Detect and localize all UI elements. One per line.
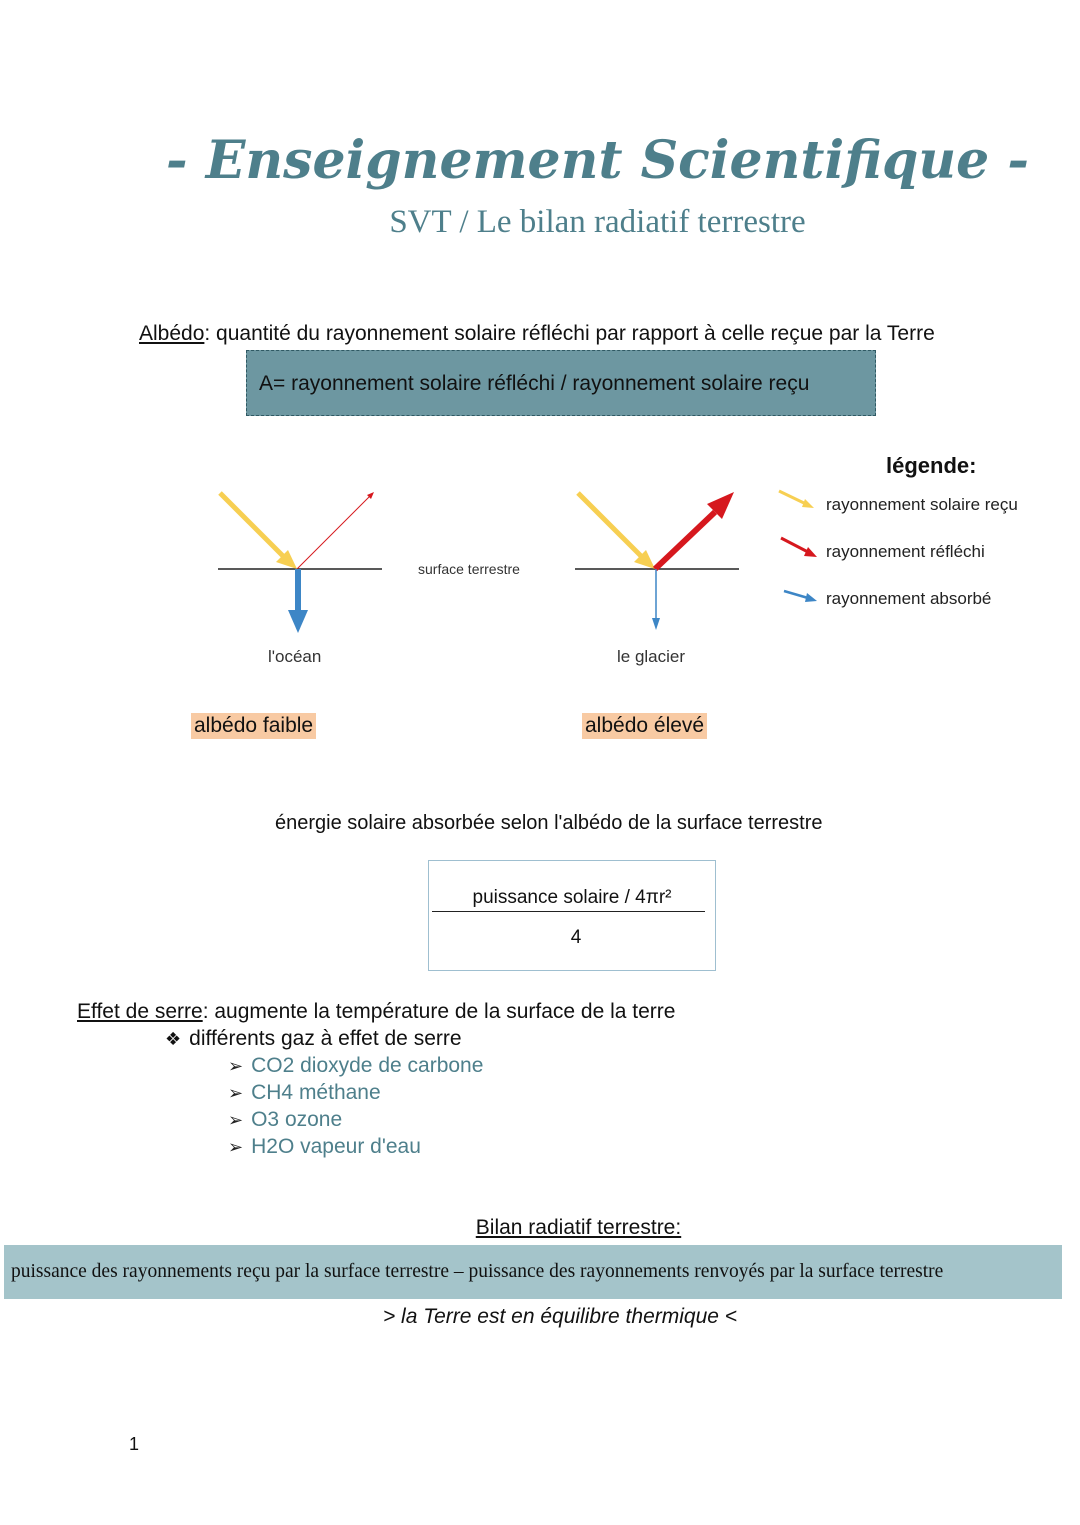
serre-bullet-text: différents gaz à effet de serre — [189, 1027, 462, 1050]
gas-item — [228, 1081, 381, 1105]
arrow-bullet-icon: ➢ — [228, 1110, 244, 1130]
legend-item-reflected: rayonnement réfléchi — [826, 542, 985, 561]
ocean-reflected-ray — [297, 495, 371, 569]
serre-bullet — [165, 1027, 462, 1051]
bilan-title — [0, 1216, 1080, 1240]
ocean-incoming-ray — [220, 493, 285, 558]
glacier-label: le glacier — [617, 647, 686, 666]
fraction-numerator: puissance solaire / 4πr² — [472, 887, 672, 908]
diamond-bullet-icon: ❖ — [165, 1029, 182, 1049]
high-albedo-badge: albédo élevé — [582, 713, 707, 739]
albedo-term: Albédo — [139, 322, 205, 345]
serre-definition-text: : augmente la température de la surface de la terre — [202, 1000, 676, 1023]
energy-fraction-box — [428, 860, 716, 971]
glacier-absorbed-arrowhead — [652, 618, 660, 630]
page-subtitle: SVT / Le bilan radiatif terrestre — [389, 204, 806, 240]
page-title: - Enseignement Scientifique - — [166, 130, 1029, 191]
gas-item — [228, 1054, 483, 1078]
gas-label: CH4 méthane — [251, 1081, 381, 1104]
legend-received-icon — [779, 491, 806, 504]
fraction-bar — [432, 911, 705, 912]
serre-definition — [77, 1000, 675, 1024]
bilan-conclusion: > la Terre est en équilibre thermique < — [382, 1305, 738, 1328]
albedo-definition — [139, 322, 935, 346]
gas-item — [228, 1108, 342, 1132]
glacier-reflected-ray — [655, 512, 715, 569]
arrow-bullet-icon: ➢ — [228, 1083, 244, 1103]
albedo-definition-text: : quantité du rayonnement solaire réfléchi par rapport à celle reçue par la Terre — [204, 322, 935, 345]
gas-label: O3 ozone — [251, 1108, 343, 1131]
gas-label: H2O vapeur d'eau — [251, 1135, 421, 1158]
ocean-label: l'océan — [268, 647, 322, 666]
energy-caption: énergie solaire absorbée selon l'albédo de la surface terrestre — [275, 812, 823, 834]
arrow-bullet-icon: ➢ — [228, 1056, 244, 1076]
gas-label: CO2 dioxyde de carbone — [251, 1054, 484, 1077]
ocean-absorbed-arrowhead — [288, 610, 308, 633]
glacier-incoming-ray — [578, 493, 643, 558]
legend-title: légende: — [886, 453, 977, 478]
legend-icons — [776, 488, 822, 613]
legend-item-absorbed: rayonnement absorbé — [826, 589, 992, 608]
serre-term: Effet de serre — [77, 1000, 203, 1023]
fraction-denominator: 4 — [570, 927, 582, 948]
albedo-formula-box: A= rayonnement solaire réfléchi / rayonnement solaire reçu — [246, 350, 876, 416]
surface-terrestre-label: surface terrestre — [418, 561, 520, 577]
low-albedo-badge: albédo faible — [191, 713, 316, 739]
legend-absorbed-icon — [784, 591, 808, 598]
bilan-title-text: Bilan radiatif terrestre: — [475, 1216, 682, 1239]
page-number: 1 — [129, 1434, 140, 1454]
legend-item-received: rayonnement solaire reçu — [826, 495, 1018, 514]
gas-item — [228, 1135, 421, 1159]
arrow-bullet-icon: ➢ — [228, 1137, 244, 1157]
bilan-formula-box: puissance des rayonnements reçu par la surface terrestre – puissance des rayonnements renvoyés par la surface terrestre — [4, 1245, 1062, 1299]
legend-reflected-icon — [781, 538, 808, 552]
